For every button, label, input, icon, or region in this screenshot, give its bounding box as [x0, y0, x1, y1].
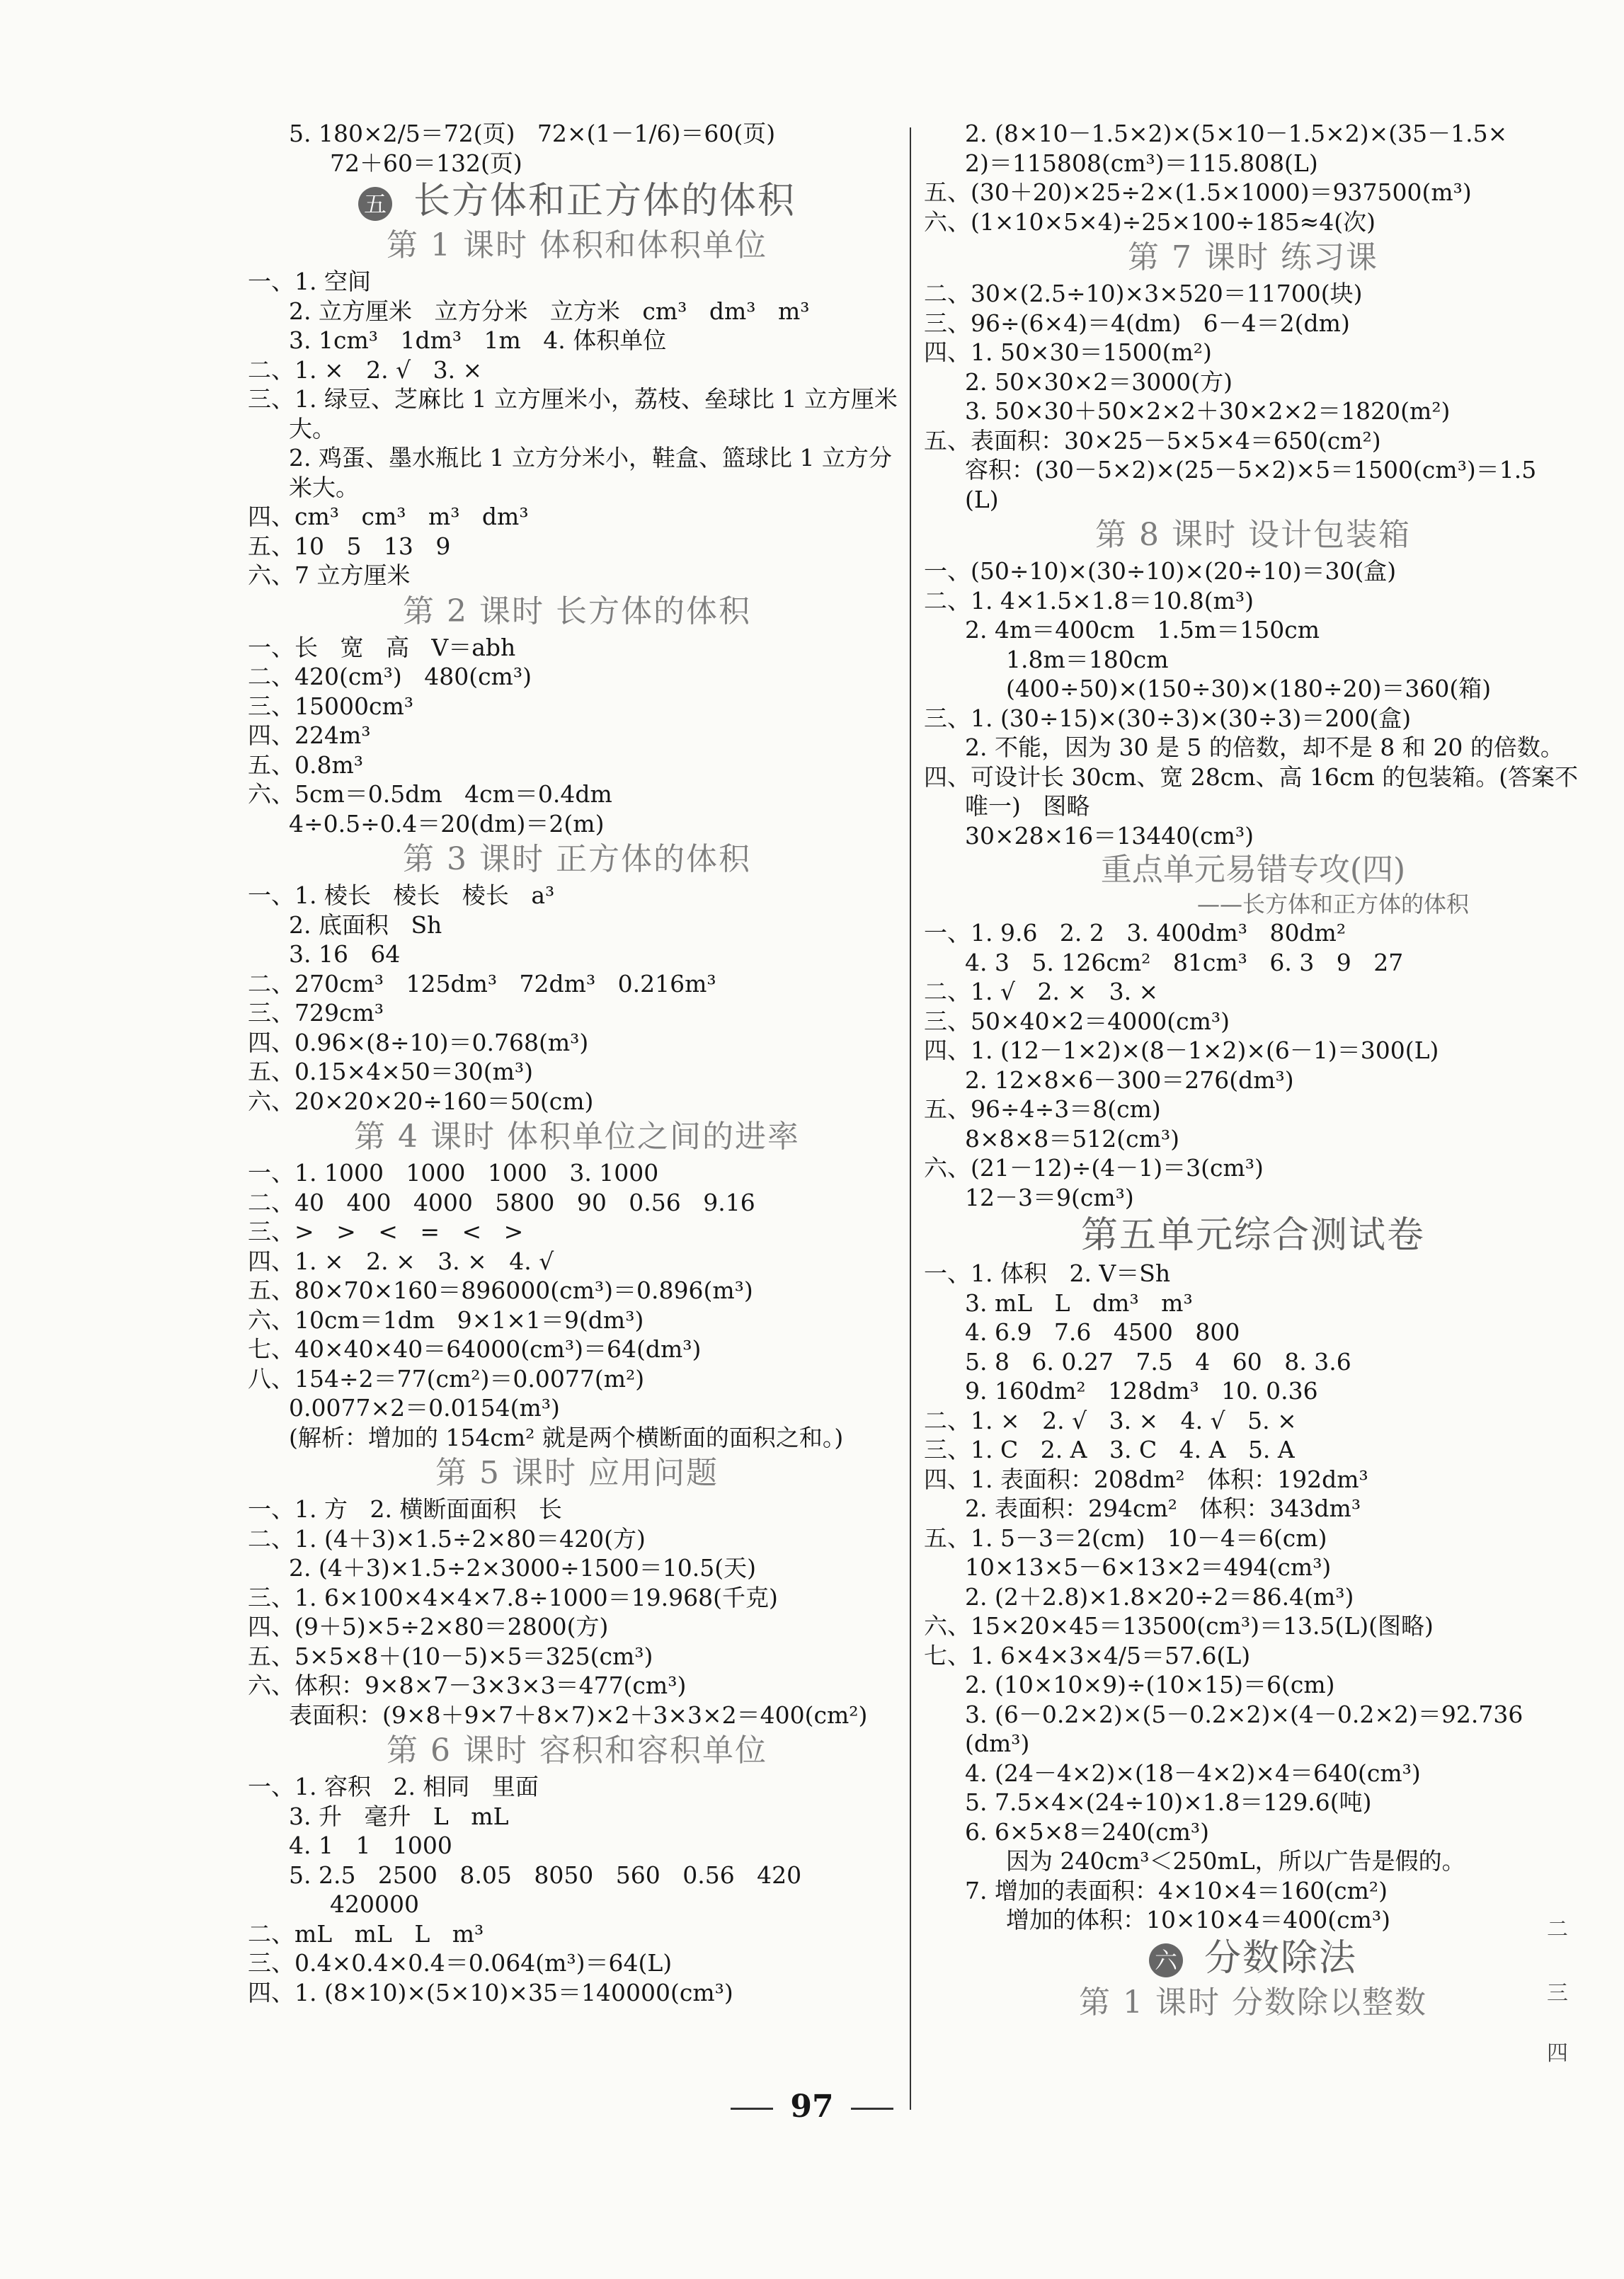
- answer-line: 唯一) 图略: [965, 792, 1090, 820]
- lesson-heading: 第 8 课时 设计包装箱: [1095, 517, 1411, 553]
- answer-line: 二、1. × 2. √ 3. ×: [248, 355, 483, 384]
- answer-line: 四、1. (12－1×2)×(8－1×2)×(6－1)＝300(L): [924, 1036, 1439, 1064]
- answer-line: 六、体积：9×8×7－3×3×3＝477(cm³): [248, 1672, 687, 1699]
- answer-line: 六、15×20×45＝13500(cm³)＝13.5(L)(图略): [924, 1612, 1434, 1640]
- answer-line: 三、1. (30÷15)×(30÷3)×(30÷3)＝200(盒): [924, 704, 1412, 732]
- answer-line: 12－3＝9(cm³): [965, 1183, 1134, 1211]
- lesson-heading: 第 3 课时 正方体的体积: [403, 841, 751, 877]
- answer-line: 2. (4＋3)×1.5÷2×3000÷1500＝10.5(天): [289, 1554, 756, 1582]
- lesson-heading: 第 5 课时 应用问题: [435, 1455, 719, 1491]
- lesson-heading: 第 1 课时 体积和体积单位: [387, 227, 767, 263]
- answer-line: 一、1. 棱长 棱长 棱长 a³: [248, 881, 555, 909]
- answer-line: 三、> > < = < >: [248, 1218, 524, 1245]
- answer-line: 2)＝115808(cm³)＝115.808(L): [965, 149, 1318, 177]
- answer-line: 二、1. (4＋3)×1.5÷2×80＝420(方): [248, 1524, 646, 1553]
- answer-line: 一、1. 9.6 2. 2 3. 400dm³ 80dm²: [924, 919, 1346, 947]
- answer-line: 一、1. 容积 2. 相同 里面: [248, 1773, 539, 1800]
- right-column: [924, 119, 1582, 2024]
- unit-title: 长方体和正方体的体积: [413, 180, 796, 222]
- answer-line: 四、1. × 2. × 3. × 4. √: [248, 1247, 554, 1275]
- answer-line: (L): [965, 485, 999, 513]
- answer-line: 五、5×5×8＋(10－5)×5＝325(cm³): [248, 1642, 653, 1670]
- answer-line: 2. 底面积 Sh: [289, 910, 442, 939]
- answer-line: 三、1. 6×100×4×4×7.8÷1000＝19.968(千克): [248, 1583, 778, 1611]
- answer-line: 4. 1 1 1000: [289, 1832, 452, 1859]
- answer-line: 六、7 立方厘米: [248, 561, 411, 589]
- answer-line: 7. 增加的表面积：4×10×4＝160(cm²): [965, 1876, 1388, 1904]
- page-number-dash-left: [731, 2108, 773, 2110]
- answer-line: 增加的体积：10×10×4＝400(cm³): [1006, 1906, 1391, 1934]
- answer-line: 2. (10×10×9)÷(10×15)＝6(cm): [965, 1671, 1335, 1698]
- unit-number-badge: 五: [358, 187, 392, 221]
- answer-line: 一、1. 方 2. 横断面面积 长: [248, 1495, 562, 1523]
- answer-line: 三、50×40×2＝4000(cm³): [924, 1007, 1230, 1035]
- lesson-heading: 第 4 课时 体积单位之间的进率: [354, 1119, 800, 1155]
- answer-line: 一、1. 1000 1000 1000 3. 1000: [248, 1159, 659, 1187]
- answer-line: 六、(21－12)÷(4－1)＝3(cm³): [924, 1154, 1264, 1182]
- answer-line: 0.0077×2＝0.0154(m³): [289, 1394, 560, 1422]
- answer-line: 因为 240cm³＜250mL，所以广告是假的。: [1006, 1847, 1465, 1875]
- answer-line: 表面积：(9×8＋9×7＋8×7)×2＋3×3×2＝400(cm²): [289, 1701, 868, 1729]
- answer-line: 2. 表面积：294cm² 体积：343dm³: [965, 1495, 1361, 1522]
- unit-test-heading: 第五单元综合测试卷: [1080, 1214, 1425, 1257]
- answer-line: 二、mL mL L m³: [248, 1919, 484, 1948]
- answer-line: 五、(30＋20)×25÷2×(1.5×1000)＝937500(m³): [924, 178, 1472, 206]
- unit-heading: [924, 1935, 1582, 1982]
- answer-line: 4÷0.5÷0.4＝20(dm)＝2(m): [289, 809, 605, 838]
- answer-line: 4. 6.9 7.6 4500 800: [965, 1318, 1240, 1346]
- answer-line: 三、0.4×0.4×0.4＝0.064(m³)＝64(L): [248, 1949, 673, 1977]
- answer-line: 5. 7.5×4×(24÷10)×1.8＝129.6(吨): [965, 1788, 1372, 1816]
- answer-line: 3. 16 64: [289, 940, 401, 968]
- answer-line: (解析：增加的 154cm² 就是两个横断面的面积之和。): [289, 1423, 844, 1451]
- answer-line: 2. 不能，因为 30 是 5 的倍数，却不是 8 和 20 的倍数。: [965, 733, 1564, 761]
- answer-line: 二、270cm³ 125dm³ 72dm³ 0.216m³: [248, 969, 716, 998]
- answer-line: 七、40×40×40＝64000(cm³)＝64(dm³): [248, 1335, 702, 1363]
- answer-line: 5. 180×2/5＝72(页) 72×(1－1/6)＝60(页): [289, 120, 776, 147]
- answer-line: 一、长 宽 高 V＝abh: [248, 633, 516, 661]
- answer-line: 二、1. × 2. √ 3. × 4. √ 5. ×: [924, 1406, 1297, 1434]
- answer-line: 5. 2.5 2500 8.05 8050 560 0.56 420: [289, 1861, 802, 1889]
- answer-line: 五、表面积：30×25－5×5×4＝650(cm²): [924, 426, 1381, 455]
- answer-line: 二、1. 4×1.5×1.8＝10.8(m³): [924, 586, 1254, 615]
- answer-line: 三、729cm³: [248, 999, 384, 1027]
- lesson-heading: 第 2 课时 长方体的体积: [403, 593, 751, 629]
- answer-line: (dm³): [965, 1730, 1030, 1757]
- answer-line: 2. 12×8×6－300＝276(dm³): [965, 1066, 1294, 1094]
- answer-line: 三、15000cm³: [248, 692, 413, 720]
- answer-line: 六、5cm＝0.5dm 4cm＝0.4dm: [248, 780, 612, 808]
- answer-line: 二、420(cm³) 480(cm³): [248, 663, 532, 690]
- answer-line: 四、1. 表面积：208dm² 体积：192dm³: [924, 1465, 1368, 1493]
- answer-line: 4. (24－4×2)×(18－4×2)×4＝640(cm³): [965, 1759, 1421, 1787]
- answer-line: 10×13×5－6×13×2＝494(cm³): [965, 1553, 1332, 1581]
- answer-line: 6. 6×5×8＝240(cm³): [965, 1817, 1210, 1846]
- answer-line: 2. 4m＝400cm 1.5m＝150cm: [965, 616, 1320, 644]
- answer-line: 四、可设计长 30cm、宽 28cm、高 16cm 的包装箱。(答案不: [924, 762, 1579, 791]
- answer-line: 3. mL L dm³ m³: [965, 1289, 1193, 1317]
- answer-line: 五、1. 5－3＝2(cm) 10－4＝6(cm): [924, 1524, 1327, 1552]
- page-number: [0, 2089, 1624, 2125]
- answer-line: 2. 50×30×2＝3000(方): [965, 367, 1233, 396]
- answer-line: 三、96÷(6×4)＝4(dm) 6－4＝2(dm): [924, 309, 1350, 337]
- answer-line: 四、(9＋5)×5÷2×80＝2800(方): [248, 1613, 609, 1640]
- page-number-text: 97: [790, 2089, 834, 2125]
- section-subheading: ——长方体和正方体的体积: [1196, 891, 1469, 918]
- answer-line: 4. 3 5. 126cm² 81cm³ 6. 3 9 27: [965, 948, 1404, 976]
- lesson-heading: 第 7 课时 练习课: [1128, 239, 1378, 275]
- lesson-heading: 第 6 课时 容积和容积单位: [387, 1732, 767, 1769]
- answer-line: 四、1. 50×30＝1500(m²): [924, 338, 1212, 366]
- answer-line: 2. 立方厘米 立方分米 立方米 cm³ dm³ m³: [289, 297, 810, 325]
- answer-line: 四、0.96×(8÷10)＝0.768(m³): [248, 1028, 589, 1056]
- answer-line: 六、(1×10×5×4)÷25×100÷185≈4(次): [924, 207, 1376, 236]
- answer-line: 2. (2＋2.8)×1.8×20÷2＝86.4(m³): [965, 1582, 1354, 1611]
- answer-line: 六、10cm＝1dm 9×1×1＝9(dm³): [248, 1306, 644, 1334]
- answer-line: 2. (8×10－1.5×2)×(5×10－1.5×2)×(35－1.5×: [965, 120, 1508, 147]
- answer-line: 三、1. 绿豆、芝麻比 1 立方厘米小，荔枝、垒球比 1 立方厘米: [248, 385, 898, 413]
- answer-line: 3. (6－0.2×2)×(5－0.2×2)×(4－0.2×2)＝92.736: [965, 1700, 1523, 1728]
- answer-line: 容积：(30－5×2)×(25－5×2)×5＝1500(cm³)＝1.5: [965, 456, 1537, 484]
- answer-line: 五、96÷4÷3＝8(cm): [924, 1095, 1161, 1123]
- answer-line: 二、30×(2.5÷10)×3×520＝11700(块): [924, 280, 1363, 307]
- answer-line: 四、1. (8×10)×(5×10)×35＝140000(cm³): [248, 1978, 733, 2006]
- answer-line: 二、1. √ 2. × 3. ×: [924, 978, 1159, 1005]
- column-divider: [910, 127, 911, 2110]
- answer-line: 八、154÷2＝77(cm²)＝0.0077(m²): [248, 1364, 645, 1393]
- answer-line: 2. 鸡蛋、墨水瓶比 1 立方分米小，鞋盒、篮球比 1 立方分: [289, 444, 892, 472]
- answer-line: 七、1. 6×4×3×4/5＝57.6(L): [924, 1641, 1251, 1669]
- unit-title: 分数除法: [1203, 1936, 1357, 1980]
- answer-line: 一、1. 空间: [248, 268, 371, 295]
- side-mark: 四: [1547, 2041, 1568, 2066]
- answer-line: 3. 50×30＋50×2×2＋30×2×2＝1820(m²): [965, 397, 1451, 425]
- answer-line: 六、20×20×20÷160＝50(cm): [248, 1087, 594, 1115]
- side-mark: 三: [1547, 1981, 1568, 2006]
- answer-line: 3. 升 毫升 L mL: [289, 1802, 509, 1830]
- unit-heading: [248, 178, 906, 224]
- answer-line: (400÷50)×(150÷30)×(180÷20)＝360(箱): [1006, 675, 1492, 702]
- left-column: [248, 119, 906, 2007]
- answer-line: 一、(50÷10)×(30÷10)×(20÷10)＝30(盒): [924, 557, 1397, 585]
- lesson-heading: 第 1 课时 分数除以整数: [1079, 1984, 1427, 2021]
- answer-line: 420000: [330, 1890, 419, 1918]
- answer-line: 3. 1cm³ 1dm³ 1m 4. 体积单位: [289, 326, 667, 354]
- answer-line: 五、0.8m³: [248, 750, 364, 779]
- answer-line: 8×8×8＝512(cm³): [965, 1124, 1180, 1153]
- side-mark: 二: [1547, 1917, 1568, 1942]
- answer-line: 二、40 400 4000 5800 90 0.56 9.16: [248, 1188, 755, 1216]
- unit-number-badge: 六: [1149, 1943, 1183, 1977]
- answer-line: 大。: [289, 414, 336, 442]
- answer-line: 四、224m³: [248, 721, 371, 749]
- page-number-dash-right: [851, 2108, 893, 2110]
- answer-line: 72＋60＝132(页): [330, 149, 522, 177]
- answer-line: 三、1. C 2. A 3. C 4. A 5. A: [924, 1436, 1295, 1463]
- answer-line: 四、cm³ cm³ m³ dm³: [248, 503, 529, 530]
- answer-line: 一、1. 体积 2. V＝Sh: [924, 1260, 1171, 1287]
- answer-line: 米大。: [289, 473, 359, 501]
- answer-line: 五、80×70×160＝896000(cm³)＝0.896(m³): [248, 1276, 753, 1304]
- answer-line: 五、10 5 13 9: [248, 532, 451, 560]
- section-heading: 重点单元易错专攻(四): [1100, 852, 1406, 888]
- answer-line: 30×28×16＝13440(cm³): [965, 821, 1254, 850]
- answer-line: 9. 160dm² 128dm³ 10. 0.36: [965, 1377, 1318, 1405]
- answer-line: 5. 8 6. 0.27 7.5 4 60 8. 3.6: [965, 1347, 1351, 1376]
- answer-line: 1.8m＝180cm: [1006, 645, 1169, 673]
- answer-line: 五、0.15×4×50＝30(m³): [248, 1058, 534, 1085]
